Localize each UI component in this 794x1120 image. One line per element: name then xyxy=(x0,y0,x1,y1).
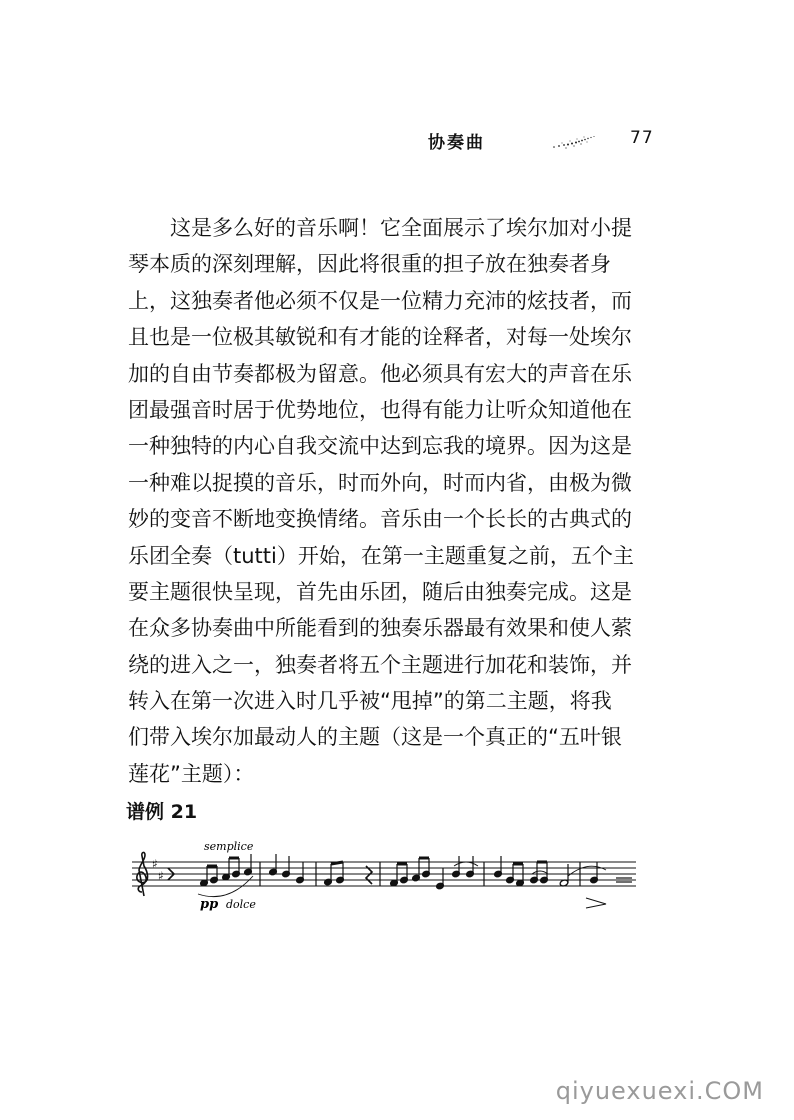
text-line: 一种难以捉摸的音乐，时而外向，时而内省，由极为微 xyxy=(128,470,632,495)
chapter-title: 协奏曲 xyxy=(428,133,485,153)
watermark-text: qiyuexuexi.COM xyxy=(555,1077,764,1105)
text-line: 要主题很快呈现，首先由乐团，随后由独奏完成。这是 xyxy=(128,579,632,604)
text-line: 琴本质的深刻理解，因此将很重的担子放在独奏者身 xyxy=(128,252,611,277)
text-line: 在众多协奏曲中所能看到的独奏乐器最有效果和使人萦 xyxy=(128,616,632,641)
expression-marking: dolce xyxy=(226,898,256,911)
tempo-marking: semplice xyxy=(204,840,254,853)
header-ornament-icon xyxy=(546,130,616,152)
music-score xyxy=(128,836,648,916)
example-label: 谱例 21 xyxy=(126,801,198,823)
text-line: 且也是一位极其敏锐和有才能的诠释者，对每一处埃尔 xyxy=(128,325,632,350)
text-line: 加的自由节奏都极为留意。他必须具有宏大的声音在乐 xyxy=(128,361,632,386)
svg-text:♯: ♯ xyxy=(152,857,158,871)
text-line: 这是多么好的音乐啊！它全面展示了埃尔加对小提 xyxy=(170,216,632,240)
body-paragraph xyxy=(128,210,688,792)
text-line: 上，这独奏者他必须不仅是一位精力充沛的炫技者，而 xyxy=(128,288,632,313)
text-line: 乐团全奏（tutti）开始，在第一主题重复之前，五个主 xyxy=(128,543,634,568)
page-number: 77 xyxy=(630,128,654,148)
text-line: 一种独特的内心自我交流中达到忘我的境界。因为这是 xyxy=(128,434,632,459)
text-line: 莲花”主题）： xyxy=(128,761,255,786)
text-line: 们带入埃尔加最动人的主题（这是一个真正的“五叶银 xyxy=(128,725,622,750)
dynamic-marking: pp xyxy=(200,897,219,912)
text-line: 绕的进入之一，独奏者将五个主题进行加花和装饰，并 xyxy=(128,652,632,677)
text-line: 妙的变音不断地变换情绪。音乐由一个长长的古典式的 xyxy=(128,507,632,532)
text-line: 团最强音时居于优势地位，也得有能力让听众知道他在 xyxy=(128,397,632,422)
text-line: 转入在第一次进入时几乎被“甩掉”的第二主题，将我 xyxy=(128,689,612,714)
key-signature xyxy=(152,857,164,883)
svg-text:♯: ♯ xyxy=(158,869,164,883)
